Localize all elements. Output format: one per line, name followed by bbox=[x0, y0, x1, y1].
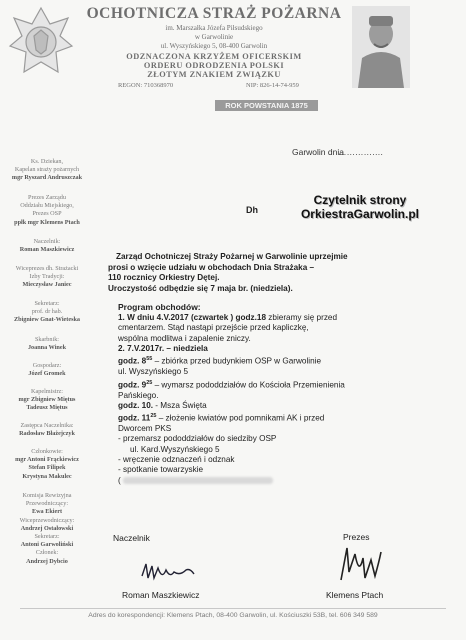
sidebar-person: mgr Zbigniew Miętus bbox=[18, 396, 76, 404]
sidebar-role: Zastępca Naczelnika: bbox=[20, 422, 74, 429]
program-row: cmentarzem. Stąd nastąpi przejście przed kapliczkę, bbox=[118, 323, 309, 333]
program-row bbox=[118, 313, 418, 323]
sidebar-person: Roman Maszkiewicz bbox=[19, 246, 75, 254]
intro-line: Zarząd Ochotniczej Straży Pożarnej w Garwolinie uprzejmie bbox=[116, 252, 348, 261]
program-desc: zbieramy się przed bbox=[266, 313, 338, 322]
program-row: ul. Wyszyńskiego 5 bbox=[118, 367, 189, 377]
program-row: - wręczenie odznaczeń i odznak bbox=[118, 455, 235, 465]
sidebar-person: Antoni Garwoliński bbox=[20, 541, 74, 549]
sidebar-role: Wiceprezes dh. Strażacki bbox=[15, 265, 79, 272]
sidebar-person: Józef Gromek bbox=[28, 370, 66, 378]
redacted-text bbox=[123, 477, 273, 484]
program-row: Dworcem PKS bbox=[118, 424, 172, 434]
watermark-line-2: OrkiestraGarwolin.pl bbox=[300, 207, 420, 221]
sidebar-person: Radosław Błażejczyk bbox=[19, 430, 75, 438]
intro-line: prosi o wzięcie udziału w obchodach Dnia Strażaka – bbox=[108, 262, 315, 272]
program-row: wspólna modlitwa i zapalenie zniczy. bbox=[118, 333, 251, 343]
program-row: - spotkanie towarzyskie bbox=[118, 465, 204, 475]
sidebar-role: Naczelnik: bbox=[33, 238, 61, 245]
footer-address: Adres do korespondencji: Klemens Ptach, 08-400 Garwolin, ul. Kościuszki 53B, tel. 606 349 589 bbox=[88, 612, 378, 619]
sidebar-role: Sekretarz: bbox=[34, 533, 60, 541]
sidebar-entry bbox=[4, 194, 90, 227]
signatory-right-name: Klemens Ptach bbox=[326, 590, 384, 600]
program-desc: – zbiórka przed budynkiem OSP w Garwolinie bbox=[152, 356, 322, 366]
sidebar-role: Przewodniczący: bbox=[25, 500, 69, 508]
program-title: Program obchodów: bbox=[118, 302, 201, 312]
sidebar-role: Członkowie: bbox=[31, 448, 63, 455]
program-minutes: 55 bbox=[146, 356, 153, 363]
sidebar-person: Andrzej Ostałowski bbox=[20, 524, 74, 532]
sidebar-person: Zbigniew Gnat-Wieteska bbox=[13, 316, 81, 324]
sidebar-role: prof. dr hab. bbox=[31, 308, 63, 316]
signatory-left-title: Naczelnik bbox=[113, 533, 150, 543]
sidebar-entry bbox=[4, 422, 90, 438]
sidebar-person: Tadeusz Miętus bbox=[26, 404, 68, 412]
sidebar-role: Skarbnik: bbox=[34, 336, 60, 343]
program-row bbox=[118, 411, 418, 424]
sidebar-person: Joanna Winek bbox=[27, 344, 67, 352]
sidebar-role: Prezes Zarządu bbox=[28, 194, 66, 201]
sidebar-person: Krystyna Makulec bbox=[22, 472, 72, 480]
founded-badge: ROK POWSTANIA 1875 bbox=[215, 100, 318, 111]
nip-number: NIP: 826-14-74-959 bbox=[246, 82, 299, 89]
program-row: Pańskiego. bbox=[118, 390, 159, 400]
program-row bbox=[118, 476, 418, 486]
sidebar-role: Kapelan straży pożarnych bbox=[14, 166, 80, 174]
sidebar-entry bbox=[4, 158, 90, 183]
sidebar-role: Ks. Dziekan, bbox=[30, 158, 64, 165]
program-time: 1. W dniu 4.V.2017 (czwartek ) godz.18 bbox=[118, 313, 267, 322]
sidebar-role: Wiceprzewodniczący: bbox=[19, 516, 75, 524]
sidebar-role: Izby Tradycji: bbox=[29, 273, 65, 281]
sidebar-role: Kapelmistrz: bbox=[31, 388, 63, 395]
city-line: w Garwolinie bbox=[194, 33, 234, 41]
sidebar-entry bbox=[4, 492, 90, 566]
program-row: - przemarsz pododdziałów do siedziby OSP bbox=[118, 434, 277, 444]
program-desc: – wymarsz pododdziałów do Kościoła Przemienienia bbox=[152, 380, 345, 390]
program-minutes: 25 bbox=[150, 413, 157, 420]
sidebar-person: mgr Antoni Frąckiewicz bbox=[15, 456, 79, 464]
regon-number: REGON: 710368970 bbox=[118, 82, 174, 89]
intro-line: 110 rocznicy Orkiestry Dętej. bbox=[108, 273, 220, 283]
signatory-right-title: Prezes bbox=[343, 532, 370, 542]
program-desc: - Msza Święta bbox=[153, 400, 207, 410]
sidebar-entry bbox=[4, 300, 90, 325]
sidebar-entry bbox=[4, 265, 90, 290]
program-time: godz. 10. bbox=[118, 400, 154, 410]
program-row bbox=[118, 378, 418, 391]
sidebar-role: Członek: bbox=[35, 549, 59, 557]
invitation-text bbox=[108, 252, 408, 294]
watermark-line-1: Czytelnik strony bbox=[313, 193, 407, 207]
award-line-3: ZŁOTYM ZNAKIEM ZWIĄZKU bbox=[147, 70, 281, 79]
fire-brigade-crest-icon bbox=[8, 6, 74, 78]
date-blank: ……………. bbox=[338, 147, 383, 157]
program-time: godz. 9 bbox=[118, 380, 147, 390]
sidebar-entry bbox=[4, 388, 90, 413]
sidebar-role: Sekretarz: bbox=[34, 300, 60, 307]
watermark bbox=[280, 193, 440, 221]
portrait-image bbox=[352, 6, 410, 88]
sidebar-person: ppłk mgr Klemens Ptach bbox=[14, 218, 80, 226]
program-time: godz. 11 bbox=[118, 413, 151, 423]
program-desc: – złożenie kwiatów pod pomnikami AK i przed bbox=[156, 413, 325, 423]
program-list bbox=[118, 313, 418, 486]
program-date: 2. 7.V.2017r. – niedziela bbox=[118, 343, 208, 353]
sidebar-entry bbox=[4, 448, 90, 481]
award-line-2: ORDERU ODRODZENIA POLSKI bbox=[143, 61, 285, 70]
sidebar-role: Komisja Rewizyjna bbox=[22, 492, 72, 499]
place-date-label: Garwolin dnia bbox=[292, 147, 344, 157]
program-desc: ( bbox=[118, 475, 121, 485]
program-time: godz. 8 bbox=[118, 356, 147, 366]
address-line: ul. Wyszyńskiego 5, 08-400 Garwolin bbox=[160, 42, 268, 50]
program-row bbox=[118, 401, 418, 411]
sidebar-person: Stefan Filipek bbox=[28, 464, 66, 472]
program-row bbox=[118, 344, 418, 354]
sidebar-entry bbox=[4, 336, 90, 352]
sidebar-role: Gospodarz: bbox=[32, 362, 62, 369]
intro-line: Uroczystość odbędzie się 7 maja br. (niedziela). bbox=[108, 283, 293, 293]
program-minutes: 25 bbox=[146, 379, 153, 386]
patron-line: im. Marszałka Józefa Piłsudskiego bbox=[165, 24, 263, 32]
sidebar-person: Mieczysław Janiec bbox=[22, 281, 72, 289]
program-row: ul. Kard.Wyszyńskiego 5 bbox=[130, 444, 220, 454]
sidebar-person: Ewa Ekiert bbox=[31, 508, 63, 516]
signature-right-icon bbox=[335, 542, 385, 584]
footer-divider bbox=[20, 608, 446, 609]
sidebar-entry bbox=[4, 238, 90, 254]
addressee-prefix: Dh bbox=[246, 205, 258, 215]
award-line-1: ODZNACZONA KRZYŻEM OFICERSKIM bbox=[126, 52, 302, 61]
program-row bbox=[118, 354, 418, 367]
signature-left-icon bbox=[138, 558, 198, 584]
sidebar-person: Andrzej Dybcio bbox=[26, 557, 68, 565]
sidebar-person: mgr Ryszard Andruszczak bbox=[11, 174, 83, 182]
sidebar-role: Oddziału Miejskiego, bbox=[20, 202, 74, 210]
organization-name: OCHOTNICZA STRAŻ POŻARNA bbox=[86, 5, 342, 22]
signatory-left-name: Roman Maszkiewicz bbox=[122, 590, 200, 600]
sidebar-entry bbox=[4, 362, 90, 378]
sidebar-role: Prezes OSP bbox=[32, 210, 62, 218]
